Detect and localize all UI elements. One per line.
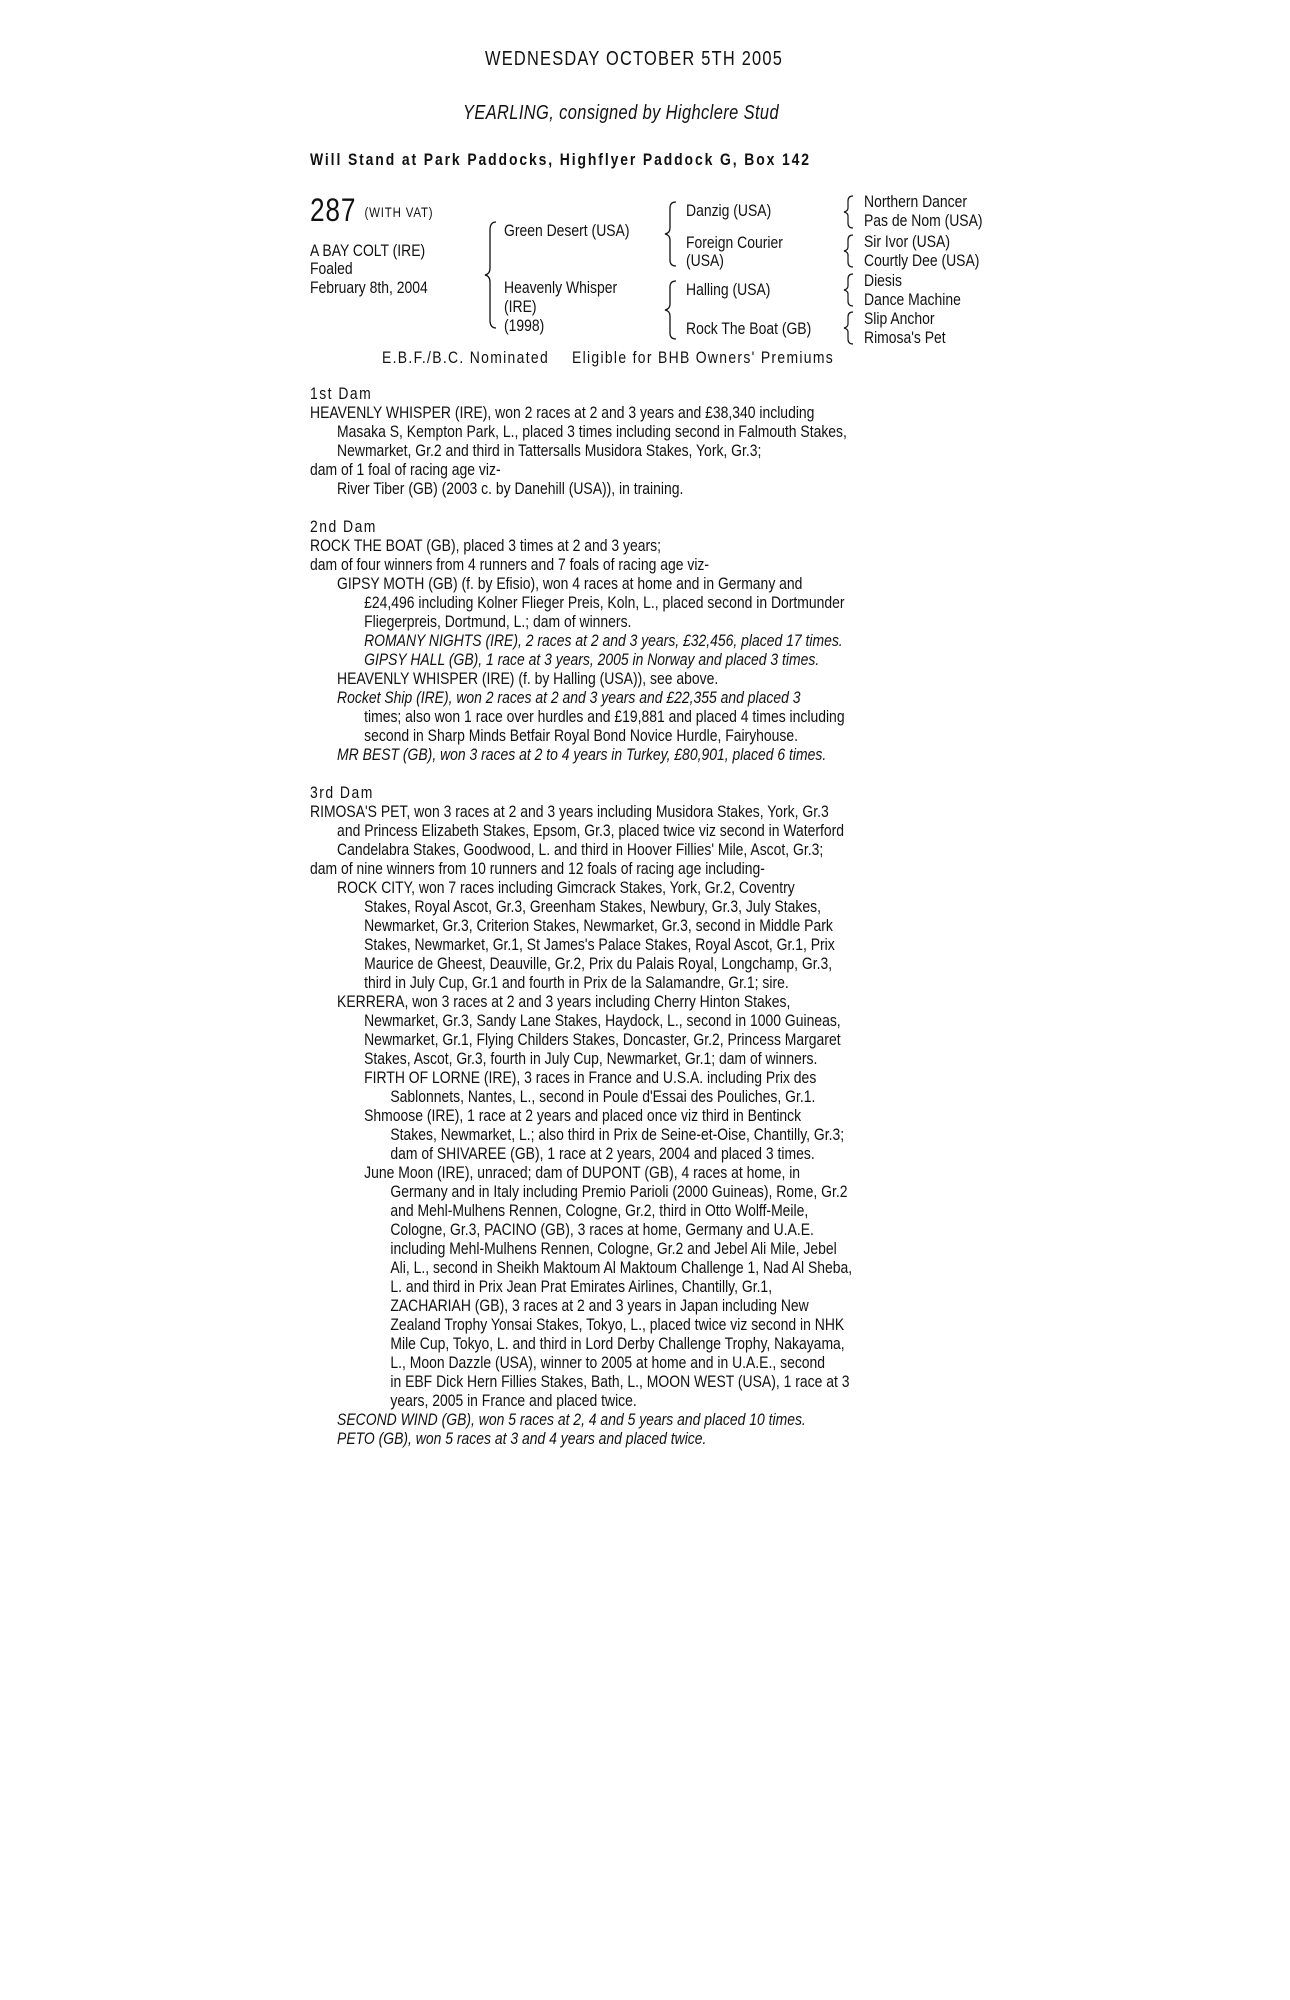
produce-record [310, 384, 971, 1448]
text-line: Germany and in Italy including Premio Parioli (2000 Guineas), Rome, Gr.2 [390, 1182, 848, 1201]
text-line: years, 2005 in France and placed twice. [390, 1391, 637, 1410]
text-line: GIPSY MOTH (GB) (f. by Efisio), won 4 races at home and in Germany and [337, 574, 803, 593]
pedigree-dam-line3: (1998) [504, 316, 545, 335]
text-line: June Moon (IRE), unraced; dam of DUPONT (GB), 4 races at home, in [364, 1163, 801, 1182]
text-line: RIMOSA'S PET, won 3 races at 2 and 3 years including Musidora Stakes, York, Gr.3 [310, 802, 829, 821]
text-line: and Princess Elizabeth Stakes, Epsom, Gr.3, placed twice viz second in Waterford [337, 821, 845, 840]
text-line: L., Moon Dazzle (USA), winner to 2005 at home and in U.A.E., second [390, 1353, 826, 1372]
text-line: including Mehl-Mulhens Rennen, Cologne, Gr.2 and Jebel Ali Mile, Jebel [390, 1239, 837, 1258]
text-line: Shmoose (IRE), 1 race at 2 years and placed once viz third in Bentinck [364, 1106, 802, 1125]
bhb-premiums: Eligible for BHB Owners' Premiums [571, 348, 835, 367]
text-line: ZACHARIAH (GB), 3 races at 2 and 3 years in Japan including New [390, 1296, 809, 1315]
text-line: ROCK THE BOAT (GB), placed 3 times at 2 and 3 years; [310, 536, 661, 555]
text-line: third in July Cup, Gr.1 and fourth in Prix de la Salamandre, Gr.1; sire. [364, 973, 789, 992]
text-line: Mile Cup, Tokyo, L. and third in Lord Derby Challenge Trophy, Nakayama, [390, 1334, 845, 1353]
text-line: and Mehl-Mulhens Rennen, Cologne, Gr.2, third in Otto Wolff-Meile, [390, 1201, 809, 1220]
text-line: ROMANY NIGHTS (IRE), 2 races at 2 and 3 years, £32,456, placed 17 times. [364, 631, 843, 650]
pedigree-g4: Courtly Dee (USA) [864, 251, 980, 270]
pedigree-brace-4 [843, 194, 855, 230]
pedigree-brace-7 [843, 310, 855, 346]
text-line: Stakes, Newmarket, Gr.1, St James's Palace Stakes, Royal Ascot, Gr.1, Prix [364, 935, 835, 954]
text-line: Stakes, Ascot, Gr.3, fourth in July Cup, Newmarket, Gr.1; dam of winners. [364, 1049, 818, 1068]
text-line: Stakes, Royal Ascot, Gr.3, Greenham Stakes, Newbury, Gr.3, July Stakes, [364, 897, 821, 916]
ebf-nominated: E.B.F./B.C. Nominated [382, 348, 550, 367]
pedigree-g5: Diesis [864, 271, 902, 290]
pedigree-sire-dam-line1: Foreign Courier [686, 233, 783, 252]
third-dam-heading: 3rd Dam [310, 783, 374, 802]
text-line: Candelabra Stakes, Goodwood, L. and third in Hoover Fillies' Mile, Ascot, Gr.3; [337, 840, 824, 859]
text-line: HEAVENLY WHISPER (IRE) (f. by Halling (USA)), see above. [337, 669, 719, 688]
pedigree-g1: Northern Dancer [864, 192, 968, 211]
text-line: Newmarket, Gr.3, Criterion Stakes, Newmarket, Gr.3, second in Middle Park [364, 916, 833, 935]
lot-number-line [310, 192, 433, 229]
text-line: HEAVENLY WHISPER (IRE), won 2 races at 2 and 3 years and £38,340 including [310, 403, 815, 422]
text-line: times; also won 1 race over hurdles and £19,881 and placed 4 times including [364, 707, 845, 726]
pedigree-g3: Sir Ivor (USA) [864, 232, 950, 251]
pedigree-brace-5 [843, 233, 855, 269]
pedigree-dam-dam: Rock The Boat (GB) [686, 319, 812, 338]
vat-note: (WITH VAT) [364, 204, 434, 220]
pedigree-g2: Pas de Nom (USA) [864, 211, 983, 230]
second-dam-heading: 2nd Dam [310, 517, 377, 536]
consignor-line: YEARLING, consigned by Highclere Stud [463, 102, 779, 124]
pedigree-brace-3 [664, 279, 678, 341]
lot-description: A BAY COLT (IRE) [310, 241, 426, 260]
pedigree-dam-line2: (IRE) [504, 297, 537, 316]
text-line: dam of four winners from 4 runners and 7 foals of racing age viz- [310, 555, 710, 574]
text-line: Newmarket, Gr.1, Flying Childers Stakes, Doncaster, Gr.2, Princess Margaret [364, 1030, 841, 1049]
sale-date: WEDNESDAY OCTOBER 5TH 2005 [485, 48, 784, 70]
text-line: Ali, L., second in Sheikh Maktoum Al Maktoum Challenge 1, Nad Al Sheba, [390, 1258, 853, 1277]
pedigree-sire: Green Desert (USA) [504, 221, 630, 240]
text-line: FIRTH OF LORNE (IRE), 3 races in France and U.S.A. including Prix des [364, 1068, 817, 1087]
pedigree-g7: Slip Anchor [864, 309, 935, 328]
pedigree-sire-sire: Danzig (USA) [686, 201, 772, 220]
stand-location: Will Stand at Park Paddocks, Highflyer Paddock G, Box 142 [310, 150, 811, 169]
text-line: Newmarket, Gr.2 and third in Tattersalls Musidora Stakes, York, Gr.3; [337, 441, 762, 460]
text-line: Sablonnets, Nantes, L., second in Poule d'Essai des Pouliches, Gr.1. [390, 1087, 816, 1106]
text-line: dam of nine winners from 10 runners and 12 foals of racing age including- [310, 859, 765, 878]
foaled-date: February 8th, 2004 [310, 278, 428, 297]
text-line: Cologne, Gr.3, PACINO (GB), 3 races at home, Germany and U.A.E. [390, 1220, 814, 1239]
text-line: dam of SHIVAREE (GB), 1 race at 2 years, 2004 and placed 3 times. [390, 1144, 815, 1163]
pedigree-dam-line1: Heavenly Whisper [504, 278, 618, 297]
text-line: River Tiber (GB) (2003 c. by Danehill (USA)), in training. [337, 479, 684, 498]
text-line: Stakes, Newmarket, L.; also third in Prix de Seine-et-Oise, Chantilly, Gr.3; [390, 1125, 845, 1144]
text-line: second in Sharp Minds Betfair Royal Bond Novice Hurdle, Fairyhouse. [364, 726, 799, 745]
text-line: MR BEST (GB), won 3 races at 2 to 4 years in Turkey, £80,901, placed 6 times. [337, 745, 827, 764]
text-line: Maurice de Gheest, Deauville, Gr.2, Prix du Palais Royal, Longchamp, Gr.3, [364, 954, 833, 973]
text-line: in EBF Dick Hern Fillies Stakes, Bath, L., MOON WEST (USA), 1 race at 3 [390, 1372, 850, 1391]
pedigree-brace-1 [484, 220, 498, 330]
text-line: KERRERA, won 3 races at 2 and 3 years including Cherry Hinton Stakes, [337, 992, 791, 1011]
text-line: Newmarket, Gr.3, Sandy Lane Stakes, Haydock, L., second in 1000 Guineas, [364, 1011, 841, 1030]
eligibility-line [382, 348, 834, 368]
text-line: Fliegerpreis, Dortmund, L.; dam of winners. [364, 612, 632, 631]
text-line: SECOND WIND (GB), won 5 races at 2, 4 and 5 years and placed 10 times. [337, 1410, 806, 1429]
text-line: PETO (GB), won 5 races at 3 and 4 years and placed twice. [337, 1429, 707, 1448]
text-line: dam of 1 foal of racing age viz- [310, 460, 501, 479]
first-dam-heading: 1st Dam [310, 384, 373, 403]
text-line: Rocket Ship (IRE), won 2 races at 2 and 3 years and £22,355 and placed 3 [337, 688, 801, 707]
lot-number: 287 [310, 192, 357, 228]
pedigree-brace-2 [664, 200, 678, 268]
text-line: Masaka S, Kempton Park, L., placed 3 times including second in Falmouth Stakes, [337, 422, 847, 441]
pedigree-g6: Dance Machine [864, 290, 961, 309]
foaled-label: Foaled [310, 259, 353, 278]
text-line: £24,496 including Kolner Flieger Preis, Koln, L., placed second in Dortmunder [364, 593, 845, 612]
pedigree-g8: Rimosa's Pet [864, 328, 946, 347]
text-line: L. and third in Prix Jean Prat Emirates Airlines, Chantilly, Gr.1, [390, 1277, 773, 1296]
text-line: ROCK CITY, won 7 races including Gimcrack Stakes, York, Gr.2, Coventry [337, 878, 795, 897]
pedigree-dam-sire: Halling (USA) [686, 280, 771, 299]
text-line: GIPSY HALL (GB), 1 race at 3 years, 2005 in Norway and placed 3 times. [364, 650, 820, 669]
pedigree-brace-6 [843, 272, 855, 308]
text-line: Zealand Trophy Yonsai Stakes, Tokyo, L., placed twice viz second in NHK [390, 1315, 845, 1334]
pedigree-sire-dam-line2: (USA) [686, 251, 724, 270]
